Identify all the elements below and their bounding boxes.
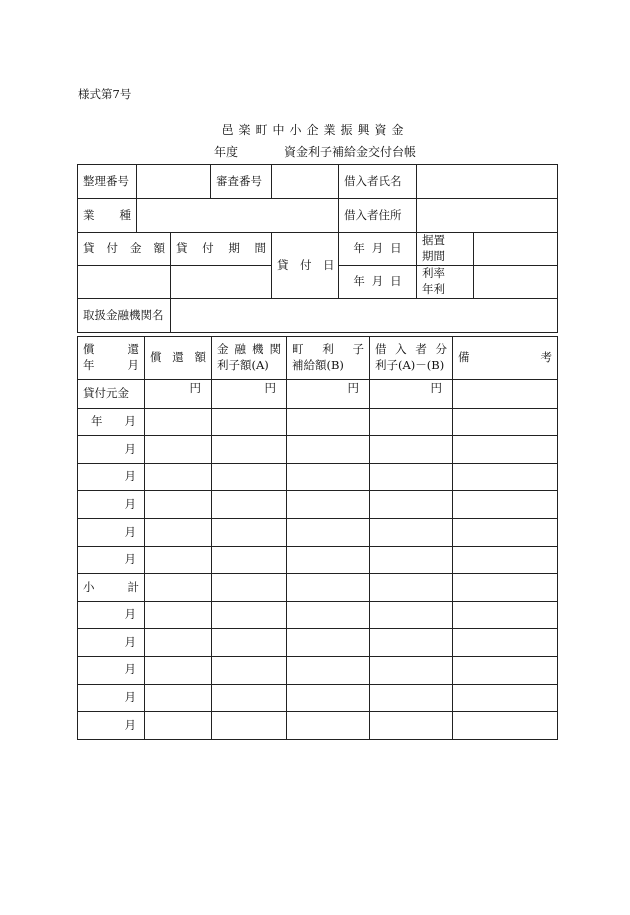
month-cell: 月 [78,546,145,574]
loan-amount-label: 貸 付 金 額 [78,233,171,266]
amount-cell[interactable] [145,436,212,464]
financial-institution-value[interactable] [171,299,558,333]
loan-period-value[interactable] [171,266,272,299]
borrower-name-label: 借入者氏名 [339,165,417,199]
header-repayment-month: 償 還 年 月 [78,337,145,380]
month-cell: 月 [78,518,145,546]
amount-cell[interactable] [287,629,370,657]
header-remarks: 備 考 [453,337,558,380]
amount-cell[interactable] [212,629,287,657]
table-row [78,574,558,602]
table-row [78,380,558,409]
subtotal-label: 小 計 [78,574,145,602]
interest-rate-label: 利率 年利 [417,266,474,299]
amount-cell[interactable] [370,546,453,574]
remarks-cell[interactable] [453,656,558,684]
table-row [78,436,558,464]
amount-cell[interactable] [287,436,370,464]
table-row [78,518,558,546]
remarks-cell[interactable] [453,380,558,409]
loan-date-lower[interactable]: 年 月 日 [339,266,417,299]
amount-cell[interactable] [370,629,453,657]
remarks-cell[interactable] [453,546,558,574]
management-number-label: 整理番号 [78,165,137,199]
header-town-subsidy: 町 利 子 補給額(B) [287,337,370,380]
table-row [78,684,558,712]
amount-cell[interactable] [370,712,453,740]
amount-cell[interactable] [287,712,370,740]
amount-cell[interactable] [370,436,453,464]
business-type-value[interactable] [137,199,339,233]
amount-cell[interactable] [287,408,370,436]
loan-date-upper[interactable]: 年 月 日 [339,233,417,266]
document-title: 邑楽町中小企業振興資金 [221,123,409,137]
month-cell: 月 [78,463,145,491]
amount-cell[interactable]: 円 [287,380,370,409]
amount-cell[interactable] [370,574,453,602]
loan-date-label: 貸 付 日 [272,233,339,299]
loan-amount-value[interactable] [78,266,171,299]
table-row [78,463,558,491]
amount-cell[interactable] [145,463,212,491]
table-row [78,656,558,684]
amount-cell[interactable] [212,518,287,546]
amount-cell[interactable] [370,491,453,519]
amount-cell[interactable] [212,436,287,464]
amount-cell[interactable]: 円 [370,380,453,409]
amount-cell[interactable] [145,712,212,740]
amount-cell[interactable]: 円 [212,380,287,409]
document-subtitle [214,143,416,160]
principal-label: 貸付元金 [78,380,145,409]
month-cell: 月 [78,601,145,629]
amount-cell[interactable] [370,518,453,546]
amount-cell[interactable] [212,684,287,712]
amount-cell[interactable]: 円 [145,380,212,409]
amount-cell[interactable] [370,684,453,712]
amount-cell[interactable] [287,656,370,684]
amount-cell[interactable] [370,408,453,436]
month-cell: 月 [78,629,145,657]
loan-info-table [77,164,558,333]
amount-cell[interactable] [145,629,212,657]
amount-cell[interactable] [145,656,212,684]
amount-cell[interactable] [145,601,212,629]
review-number-label: 審査番号 [211,165,272,199]
amount-cell[interactable] [287,684,370,712]
remarks-cell[interactable] [453,574,558,602]
loan-period-label: 貸 付 期 間 [171,233,272,266]
amount-cell[interactable] [212,546,287,574]
header-bank-interest: 金 融 機 関 利子額(A) [212,337,287,380]
remarks-cell[interactable] [453,408,558,436]
amount-cell[interactable] [145,518,212,546]
amount-cell[interactable] [145,574,212,602]
month-cell: 月 [78,436,145,464]
amount-cell[interactable] [370,656,453,684]
review-number-value[interactable] [272,165,339,199]
amount-cell[interactable] [145,408,212,436]
month-cell: 月 [78,712,145,740]
table-row [78,408,558,436]
amount-cell[interactable] [287,518,370,546]
remarks-cell[interactable] [453,684,558,712]
interest-rate-value[interactable] [474,266,558,299]
ledger-name: 資金利子補給金交付台帳 [284,145,417,159]
header-repayment-amount: 償 還 額 [145,337,212,380]
business-type-label: 業 種 [78,199,137,233]
remarks-cell[interactable] [453,629,558,657]
amount-cell[interactable] [212,601,287,629]
amount-cell[interactable] [212,656,287,684]
fiscal-year-label: 年度 [214,145,239,159]
amount-cell[interactable] [145,684,212,712]
remarks-cell[interactable] [453,518,558,546]
month-cell: 月 [78,656,145,684]
repayment-ledger-table [77,336,558,740]
remarks-cell[interactable] [453,712,558,740]
month-cell: 年 月 [78,408,145,436]
remarks-cell[interactable] [453,436,558,464]
amount-cell[interactable] [212,712,287,740]
amount-cell[interactable] [212,408,287,436]
month-cell: 月 [78,491,145,519]
table-row [78,546,558,574]
table-row [78,629,558,657]
month-cell: 月 [78,684,145,712]
table-row [78,601,558,629]
amount-cell[interactable] [212,574,287,602]
amount-cell[interactable] [287,574,370,602]
table-row [78,491,558,519]
amount-cell[interactable] [287,491,370,519]
amount-cell[interactable] [370,601,453,629]
remarks-cell[interactable] [453,463,558,491]
amount-cell[interactable] [145,546,212,574]
financial-institution-label: 取扱金融機関名 [78,299,171,333]
remarks-cell[interactable] [453,601,558,629]
borrower-address-label: 借入者住所 [339,199,417,233]
amount-cell[interactable] [212,463,287,491]
management-number-value[interactable] [137,165,211,199]
amount-cell[interactable] [212,491,287,519]
grace-period-label: 据置 期間 [417,233,474,266]
table-row [78,712,558,740]
grace-period-value[interactable] [474,233,558,266]
amount-cell[interactable] [287,546,370,574]
amount-cell[interactable] [287,463,370,491]
header-borrower-interest: 借 入 者 分 利子(A)－(B) [370,337,453,380]
amount-cell[interactable] [145,491,212,519]
amount-cell[interactable] [370,463,453,491]
form-number: 様式第7号 [78,87,132,101]
borrower-name-value[interactable] [417,165,558,199]
remarks-cell[interactable] [453,491,558,519]
borrower-address-value[interactable] [417,199,558,233]
amount-cell[interactable] [287,601,370,629]
